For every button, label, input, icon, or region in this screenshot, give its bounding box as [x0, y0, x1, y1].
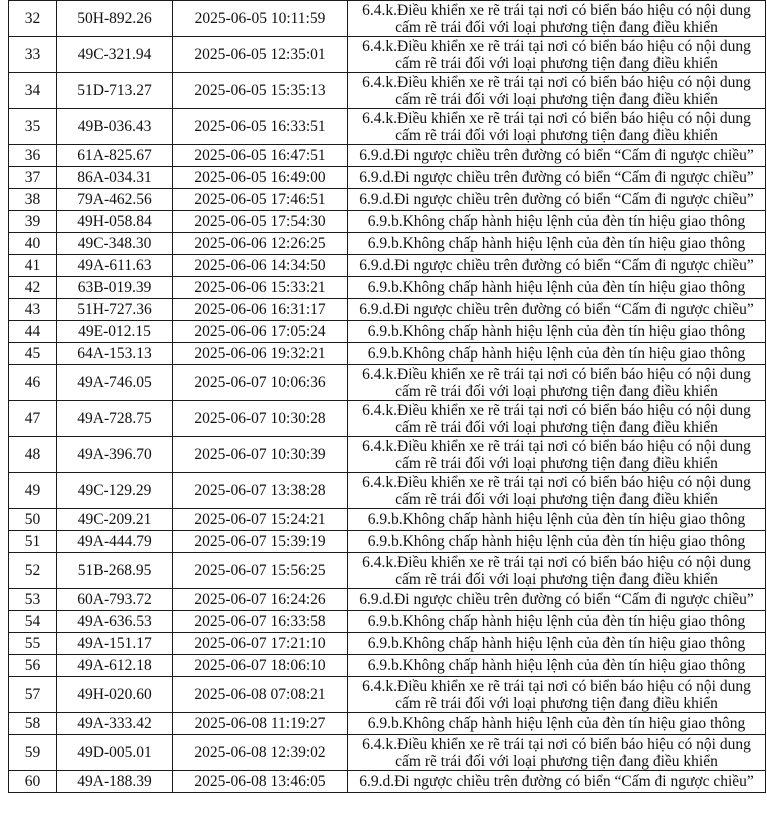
license-plate-cell: 49A-746.05	[57, 365, 173, 401]
license-plate-cell: 49A-333.42	[57, 713, 173, 735]
license-plate-cell: 49E-012.15	[57, 321, 173, 343]
row-number-cell: 46	[9, 365, 57, 401]
table-row	[9, 109, 766, 145]
table-row	[9, 771, 766, 793]
violation-description-cell: 6.9.d.Đi ngược chiều trên đường có biển “Cấm đi ngược chiều”	[348, 167, 766, 189]
violation-description-cell: 6.4.k.Điều khiển xe rẽ trái tại nơi có biển báo hiệu có nội dung cấm rẽ trái đối với loại phương tiện đang điều khiển	[348, 365, 766, 401]
table-row	[9, 145, 766, 167]
table-row	[9, 437, 766, 473]
violation-description-cell: 6.4.k.Điều khiển xe rẽ trái tại nơi có biển báo hiệu có nội dung cấm rẽ trái đối với loại phương tiện đang điều khiển	[348, 401, 766, 437]
violation-time-cell: 2025-06-08 13:46:05	[173, 771, 348, 793]
license-plate-cell: 51B-268.95	[57, 553, 173, 589]
license-plate-cell: 49H-058.84	[57, 211, 173, 233]
license-plate-cell: 49A-396.70	[57, 437, 173, 473]
license-plate-cell: 60A-793.72	[57, 589, 173, 611]
table-row	[9, 401, 766, 437]
license-plate-cell: 79A-462.56	[57, 189, 173, 211]
violation-description-cell: 6.4.k.Điều khiển xe rẽ trái tại nơi có biển báo hiệu có nội dung cấm rẽ trái đối với loại phương tiện đang điều khiển	[348, 73, 766, 109]
violation-description-cell: 6.9.d.Đi ngược chiều trên đường có biển “Cấm đi ngược chiều”	[348, 299, 766, 321]
violation-description-cell: 6.4.k.Điều khiển xe rẽ trái tại nơi có biển báo hiệu có nội dung cấm rẽ trái đối với loại phương tiện đang điều khiển	[348, 473, 766, 509]
violation-time-cell: 2025-06-06 14:34:50	[173, 255, 348, 277]
violation-description-cell: 6.4.k.Điều khiển xe rẽ trái tại nơi có biển báo hiệu có nội dung cấm rẽ trái đối với loại phương tiện đang điều khiển	[348, 37, 766, 73]
violation-time-cell: 2025-06-05 17:54:30	[173, 211, 348, 233]
violation-time-cell: 2025-06-06 16:31:17	[173, 299, 348, 321]
violation-description-cell: 6.4.k.Điều khiển xe rẽ trái tại nơi có biển báo hiệu có nội dung cấm rẽ trái đối với loại phương tiện đang điều khiển	[348, 109, 766, 145]
row-number-cell: 40	[9, 233, 57, 255]
row-number-cell: 59	[9, 735, 57, 771]
violation-time-cell: 2025-06-07 15:24:21	[173, 509, 348, 531]
violation-description-cell: 6.9.d.Đi ngược chiều trên đường có biển “Cấm đi ngược chiều”	[348, 771, 766, 793]
table-row	[9, 611, 766, 633]
row-number-cell: 37	[9, 167, 57, 189]
row-number-cell: 53	[9, 589, 57, 611]
violation-time-cell: 2025-06-05 12:35:01	[173, 37, 348, 73]
violation-time-cell: 2025-06-06 15:33:21	[173, 277, 348, 299]
violation-time-cell: 2025-06-08 07:08:21	[173, 677, 348, 713]
table-row	[9, 473, 766, 509]
table-row	[9, 531, 766, 553]
table-row	[9, 321, 766, 343]
violation-description-cell: 6.9.b.Không chấp hành hiệu lệnh của đèn tín hiệu giao thông	[348, 655, 766, 677]
violation-time-cell: 2025-06-05 10:11:59	[173, 1, 348, 37]
table-row	[9, 713, 766, 735]
violation-description-cell: 6.4.k.Điều khiển xe rẽ trái tại nơi có biển báo hiệu có nội dung cấm rẽ trái đối với loại phương tiện đang điều khiển	[348, 437, 766, 473]
license-plate-cell: 61A-825.67	[57, 145, 173, 167]
row-number-cell: 47	[9, 401, 57, 437]
violation-description-cell: 6.9.b.Không chấp hành hiệu lệnh của đèn tín hiệu giao thông	[348, 633, 766, 655]
violation-time-cell: 2025-06-06 19:32:21	[173, 343, 348, 365]
license-plate-cell: 49C-129.29	[57, 473, 173, 509]
violation-time-cell: 2025-06-07 10:30:39	[173, 437, 348, 473]
row-number-cell: 38	[9, 189, 57, 211]
violation-time-cell: 2025-06-07 10:30:28	[173, 401, 348, 437]
violation-description-cell: 6.9.d.Đi ngược chiều trên đường có biển “Cấm đi ngược chiều”	[348, 189, 766, 211]
license-plate-cell: 49H-020.60	[57, 677, 173, 713]
row-number-cell: 35	[9, 109, 57, 145]
license-plate-cell: 50H-892.26	[57, 1, 173, 37]
row-number-cell: 33	[9, 37, 57, 73]
table-row	[9, 255, 766, 277]
license-plate-cell: 86A-034.31	[57, 167, 173, 189]
violation-description-cell: 6.9.b.Không chấp hành hiệu lệnh của đèn tín hiệu giao thông	[348, 509, 766, 531]
row-number-cell: 36	[9, 145, 57, 167]
row-number-cell: 57	[9, 677, 57, 713]
table-row	[9, 509, 766, 531]
table-row	[9, 343, 766, 365]
violation-time-cell: 2025-06-05 15:35:13	[173, 73, 348, 109]
license-plate-cell: 64A-153.13	[57, 343, 173, 365]
violation-description-cell: 6.9.b.Không chấp hành hiệu lệnh của đèn tín hiệu giao thông	[348, 321, 766, 343]
license-plate-cell: 49A-151.17	[57, 633, 173, 655]
license-plate-cell: 49A-188.39	[57, 771, 173, 793]
violation-time-cell: 2025-06-06 17:05:24	[173, 321, 348, 343]
violation-description-cell: 6.9.b.Không chấp hành hiệu lệnh của đèn tín hiệu giao thông	[348, 233, 766, 255]
row-number-cell: 48	[9, 437, 57, 473]
row-number-cell: 42	[9, 277, 57, 299]
violations-table	[8, 0, 766, 793]
table-row	[9, 73, 766, 109]
row-number-cell: 32	[9, 1, 57, 37]
violation-time-cell: 2025-06-06 12:26:25	[173, 233, 348, 255]
table-row	[9, 735, 766, 771]
table-row	[9, 211, 766, 233]
row-number-cell: 34	[9, 73, 57, 109]
row-number-cell: 49	[9, 473, 57, 509]
violation-description-cell: 6.4.k.Điều khiển xe rẽ trái tại nơi có biển báo hiệu có nội dung cấm rẽ trái đối với loại phương tiện đang điều khiển	[348, 1, 766, 37]
row-number-cell: 41	[9, 255, 57, 277]
row-number-cell: 60	[9, 771, 57, 793]
license-plate-cell: 49C-348.30	[57, 233, 173, 255]
table-row	[9, 365, 766, 401]
violation-description-cell: 6.9.b.Không chấp hành hiệu lệnh của đèn tín hiệu giao thông	[348, 531, 766, 553]
table-row	[9, 553, 766, 589]
violation-time-cell: 2025-06-07 18:06:10	[173, 655, 348, 677]
violation-description-cell: 6.9.b.Không chấp hành hiệu lệnh của đèn tín hiệu giao thông	[348, 713, 766, 735]
violation-time-cell: 2025-06-07 10:06:36	[173, 365, 348, 401]
row-number-cell: 58	[9, 713, 57, 735]
row-number-cell: 50	[9, 509, 57, 531]
table-row	[9, 277, 766, 299]
table-row	[9, 37, 766, 73]
violation-description-cell: 6.9.b.Không chấp hành hiệu lệnh của đèn tín hiệu giao thông	[348, 211, 766, 233]
license-plate-cell: 49A-612.18	[57, 655, 173, 677]
violation-description-cell: 6.9.b.Không chấp hành hiệu lệnh của đèn tín hiệu giao thông	[348, 611, 766, 633]
table-row	[9, 233, 766, 255]
violation-time-cell: 2025-06-08 11:19:27	[173, 713, 348, 735]
license-plate-cell: 49A-636.53	[57, 611, 173, 633]
license-plate-cell: 49A-728.75	[57, 401, 173, 437]
violation-time-cell: 2025-06-08 12:39:02	[173, 735, 348, 771]
row-number-cell: 39	[9, 211, 57, 233]
license-plate-cell: 49C-321.94	[57, 37, 173, 73]
violation-description-cell: 6.4.k.Điều khiển xe rẽ trái tại nơi có biển báo hiệu có nội dung cấm rẽ trái đối với loại phương tiện đang điều khiển	[348, 677, 766, 713]
violation-time-cell: 2025-06-05 16:47:51	[173, 145, 348, 167]
table-row	[9, 189, 766, 211]
license-plate-cell: 51D-713.27	[57, 73, 173, 109]
violation-description-cell: 6.4.k.Điều khiển xe rẽ trái tại nơi có biển báo hiệu có nội dung cấm rẽ trái đối với loại phương tiện đang điều khiển	[348, 553, 766, 589]
license-plate-cell: 49B-036.43	[57, 109, 173, 145]
violation-description-cell: 6.9.d.Đi ngược chiều trên đường có biển “Cấm đi ngược chiều”	[348, 145, 766, 167]
row-number-cell: 45	[9, 343, 57, 365]
license-plate-cell: 63B-019.39	[57, 277, 173, 299]
row-number-cell: 51	[9, 531, 57, 553]
row-number-cell: 44	[9, 321, 57, 343]
row-number-cell: 54	[9, 611, 57, 633]
violation-description-cell: 6.4.k.Điều khiển xe rẽ trái tại nơi có biển báo hiệu có nội dung cấm rẽ trái đối với loại phương tiện đang điều khiển	[348, 735, 766, 771]
table-row	[9, 633, 766, 655]
table-row	[9, 677, 766, 713]
row-number-cell: 56	[9, 655, 57, 677]
violation-time-cell: 2025-06-07 15:56:25	[173, 553, 348, 589]
violation-time-cell: 2025-06-07 17:21:10	[173, 633, 348, 655]
violation-time-cell: 2025-06-07 16:24:26	[173, 589, 348, 611]
violation-time-cell: 2025-06-05 17:46:51	[173, 189, 348, 211]
license-plate-cell: 49D-005.01	[57, 735, 173, 771]
license-plate-cell: 49A-611.63	[57, 255, 173, 277]
violation-description-cell: 6.9.b.Không chấp hành hiệu lệnh của đèn tín hiệu giao thông	[348, 343, 766, 365]
table-row	[9, 167, 766, 189]
license-plate-cell: 49A-444.79	[57, 531, 173, 553]
violation-description-cell: 6.9.d.Đi ngược chiều trên đường có biển “Cấm đi ngược chiều”	[348, 589, 766, 611]
row-number-cell: 43	[9, 299, 57, 321]
table-row	[9, 1, 766, 37]
violation-time-cell: 2025-06-07 13:38:28	[173, 473, 348, 509]
violation-time-cell: 2025-06-05 16:33:51	[173, 109, 348, 145]
table-row	[9, 299, 766, 321]
table-row	[9, 589, 766, 611]
license-plate-cell: 49C-209.21	[57, 509, 173, 531]
table-row	[9, 655, 766, 677]
license-plate-cell: 51H-727.36	[57, 299, 173, 321]
violation-description-cell: 6.9.d.Đi ngược chiều trên đường có biển “Cấm đi ngược chiều”	[348, 255, 766, 277]
violation-time-cell: 2025-06-07 16:33:58	[173, 611, 348, 633]
row-number-cell: 55	[9, 633, 57, 655]
row-number-cell: 52	[9, 553, 57, 589]
violation-description-cell: 6.9.b.Không chấp hành hiệu lệnh của đèn tín hiệu giao thông	[348, 277, 766, 299]
violation-time-cell: 2025-06-07 15:39:19	[173, 531, 348, 553]
violation-time-cell: 2025-06-05 16:49:00	[173, 167, 348, 189]
violations-table-body	[9, 1, 766, 793]
